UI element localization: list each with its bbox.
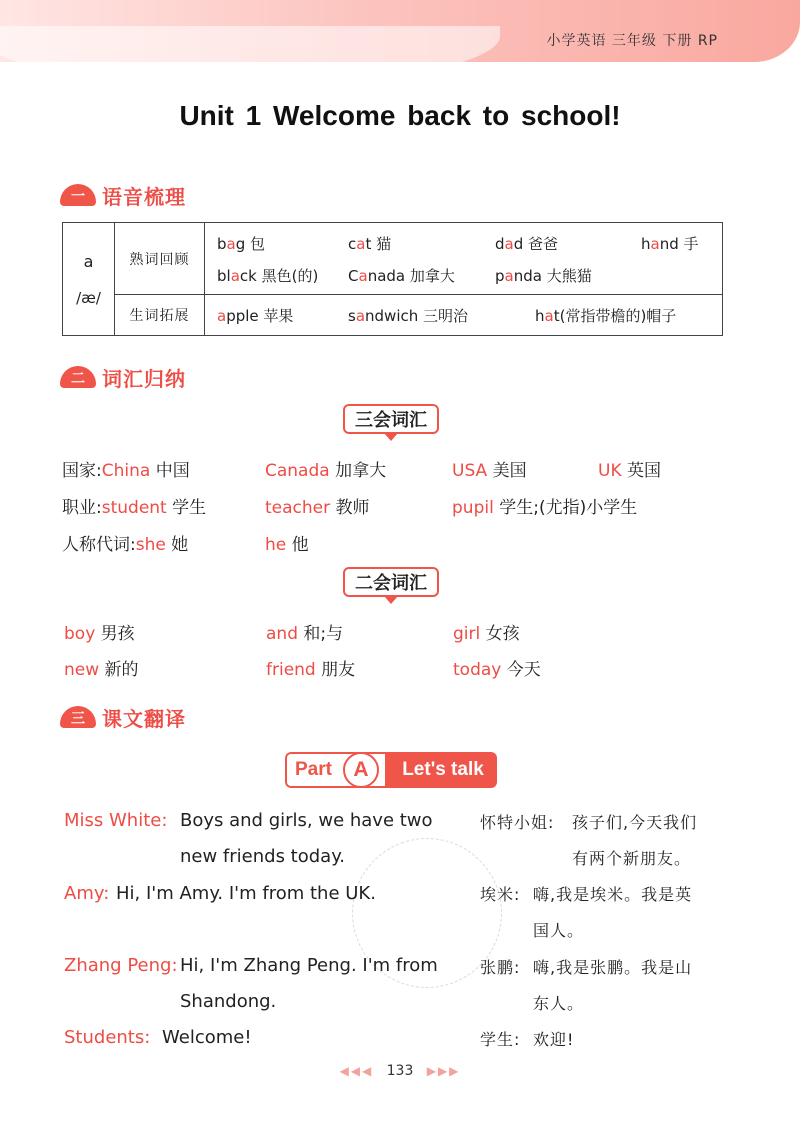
part-word: Part (285, 752, 385, 788)
phonics-word (348, 305, 468, 326)
word-prefix: d (495, 234, 505, 253)
section-number-icon: 一 (60, 184, 96, 206)
speaker-name: Students: (64, 1027, 151, 1048)
speaker-name: Miss White: (64, 810, 168, 831)
vocab-chinese: 和;与 (297, 624, 344, 644)
vocab-category-label: 职业: (62, 498, 102, 518)
word-suffix: t 猫 (365, 234, 392, 253)
vocab-chinese: 她 (165, 535, 189, 555)
vocab-item (62, 493, 206, 518)
vocab-chinese: 教师 (330, 498, 370, 518)
dialogue-line: Welcome! (162, 1027, 252, 1048)
phonics-known-words (205, 223, 723, 295)
part-letter: A (343, 752, 379, 788)
word-suffix: ndwich 三明治 (365, 307, 469, 325)
vocab-english: USA (452, 461, 488, 481)
section-title: 课文翻译 (102, 706, 186, 731)
highlight-letter: a (358, 266, 368, 285)
section-title: 词汇归纳 (102, 366, 186, 391)
speaker-name-cn: 埃米: (480, 885, 521, 904)
translation-line: 嗨,我是张鹏。我是山 (533, 958, 693, 977)
part-title: Let's talk (385, 752, 497, 788)
vocab-item (64, 619, 135, 644)
vocab-english: UK (598, 461, 622, 481)
vocab-english: student (101, 498, 167, 518)
vocab-english: China (101, 461, 151, 481)
vocab-category-label: 人称代词: (62, 535, 136, 555)
translation-line: 孩子们,今天我们 (572, 813, 698, 832)
san-hui-badge: 三会词汇 (343, 404, 439, 434)
translation-line: 欢迎! (533, 1030, 575, 1049)
translation-line: 国人。 (533, 921, 585, 940)
phonics-table (62, 222, 723, 336)
vocab-chinese: 女孩 (480, 624, 520, 644)
vocab-item (265, 493, 370, 518)
phonics-letter-cell (63, 223, 115, 336)
section-heading-phonics (60, 178, 186, 212)
vocab-english: girl (453, 624, 481, 644)
speaker-name-cn: 张鹏: (480, 958, 521, 977)
speaker-name-cn: 怀特小姐: (480, 813, 555, 832)
vocab-chinese: 学生 (166, 498, 207, 518)
book-label: 小学英语 三年级 下册 RP (546, 33, 718, 49)
vocab-chinese: 学生;(尤指)小学生 (493, 498, 638, 518)
section-heading-vocab (60, 360, 186, 394)
vocab-chinese: 英国 (621, 461, 661, 481)
translation-line: 嗨,我是埃米。我是英 (533, 885, 693, 904)
dialogue-line: new friends today. (180, 846, 346, 867)
vocab-item (62, 456, 190, 481)
dialogue-line: Hi, I'm Amy. I'm from the UK. (116, 883, 376, 904)
watermark-stamp (331, 817, 523, 1009)
vocab-english: today (453, 660, 502, 680)
page-footer (0, 1063, 800, 1079)
highlight-letter: a (356, 234, 366, 253)
vocab-item (64, 655, 139, 680)
phonics-word (641, 233, 699, 254)
phonics-word (217, 233, 265, 254)
word-prefix: p (495, 266, 505, 285)
highlight-letter: a (226, 234, 236, 253)
vocab-english: and (266, 624, 298, 644)
vocab-english: new (64, 660, 100, 680)
vocab-item (453, 655, 541, 680)
vocab-chinese: 中国 (150, 461, 190, 481)
vocab-english: friend (266, 660, 316, 680)
word-prefix: h (535, 307, 545, 325)
vocab-english: pupil (452, 498, 494, 518)
next-arrows-icon: ▶▶▶ (426, 1064, 461, 1078)
dialogue-line: Hi, I'm Zhang Peng. I'm from (180, 955, 438, 976)
vocab-english: boy (64, 624, 96, 644)
vocab-chinese: 新的 (99, 660, 139, 680)
section-number-icon: 二 (60, 366, 96, 388)
word-suffix: d 爸爸 (513, 234, 559, 253)
phonics-word (348, 233, 391, 254)
vocab-item (266, 619, 343, 644)
translation-line: 东人。 (533, 994, 585, 1013)
phonics-word (217, 265, 318, 286)
section-title: 语音梳理 (102, 184, 186, 209)
word-suffix: nada 加拿大 (367, 266, 455, 285)
phonics-word (495, 265, 592, 286)
word-prefix: bl (217, 266, 231, 285)
section-heading-translation (60, 700, 186, 734)
dialogue-line: Shandong. (180, 991, 277, 1012)
word-suffix: ck 黑色(的) (239, 266, 319, 285)
word-prefix: c (348, 234, 357, 253)
highlight-letter: a (217, 307, 227, 325)
vocab-english: Canada (265, 461, 330, 481)
phonics-new-words (205, 295, 723, 336)
vocab-item (452, 456, 527, 481)
word-suffix: g 包 (235, 234, 266, 253)
unit-title: Unit 1 Welcome back to school! (179, 100, 621, 131)
phonics-word (495, 233, 558, 254)
vocab-english: she (135, 535, 166, 555)
word-prefix: s (348, 307, 356, 325)
word-suffix: t(常指带檐的)帽子 (553, 307, 677, 325)
highlight-letter: a (650, 234, 660, 253)
word-prefix: C (348, 266, 359, 285)
er-hui-badge: 二会词汇 (343, 567, 439, 597)
highlight-letter: a (230, 266, 240, 285)
vocab-item (266, 655, 355, 680)
vocab-item (62, 530, 188, 555)
word-prefix: b (217, 234, 227, 253)
dialogue-line: Boys and girls, we have two (180, 810, 433, 831)
vocab-chinese: 男孩 (95, 624, 135, 644)
vocab-english: teacher (265, 498, 331, 518)
speaker-name-cn: 学生: (480, 1030, 521, 1049)
section-number-icon: 三 (60, 706, 96, 728)
page-number: 133 (386, 1063, 414, 1079)
vocab-english: he (265, 535, 287, 555)
phonics-word (535, 305, 676, 326)
word-suffix: pple 苹果 (226, 307, 294, 325)
word-suffix: nd 手 (659, 234, 699, 253)
phonics-word (348, 265, 455, 286)
phonics-category: 生词拓展 (115, 295, 205, 336)
highlight-letter: a (355, 307, 366, 325)
phonics-word (217, 305, 293, 326)
vocab-item (265, 530, 309, 555)
prev-arrows-icon: ◀◀◀ (339, 1064, 374, 1078)
speaker-name: Zhang Peng: (64, 955, 178, 976)
vocab-chinese: 加拿大 (329, 461, 387, 481)
highlight-letter: a (504, 234, 514, 253)
vocab-chinese: 美国 (487, 461, 527, 481)
vocab-category-label: 国家: (62, 461, 102, 481)
vocab-chinese: 他 (286, 535, 309, 555)
vocab-item (452, 493, 637, 518)
word-suffix: nda 大熊猫 (513, 266, 592, 285)
part-a-banner (285, 752, 497, 788)
phonics-letter: a (83, 251, 94, 271)
vocab-item (598, 456, 661, 481)
vocab-chinese: 朋友 (315, 660, 356, 680)
word-prefix: h (641, 234, 651, 253)
phonics-phonetic: /æ/ (76, 288, 101, 307)
phonics-category: 熟词回顾 (115, 223, 205, 295)
speaker-name: Amy: (64, 883, 110, 904)
highlight-letter: a (544, 307, 554, 325)
translation-line: 有两个新朋友。 (572, 849, 692, 868)
vocab-item (453, 619, 520, 644)
vocab-chinese: 今天 (501, 660, 541, 680)
vocab-item (265, 456, 386, 481)
highlight-letter: a (504, 266, 514, 285)
